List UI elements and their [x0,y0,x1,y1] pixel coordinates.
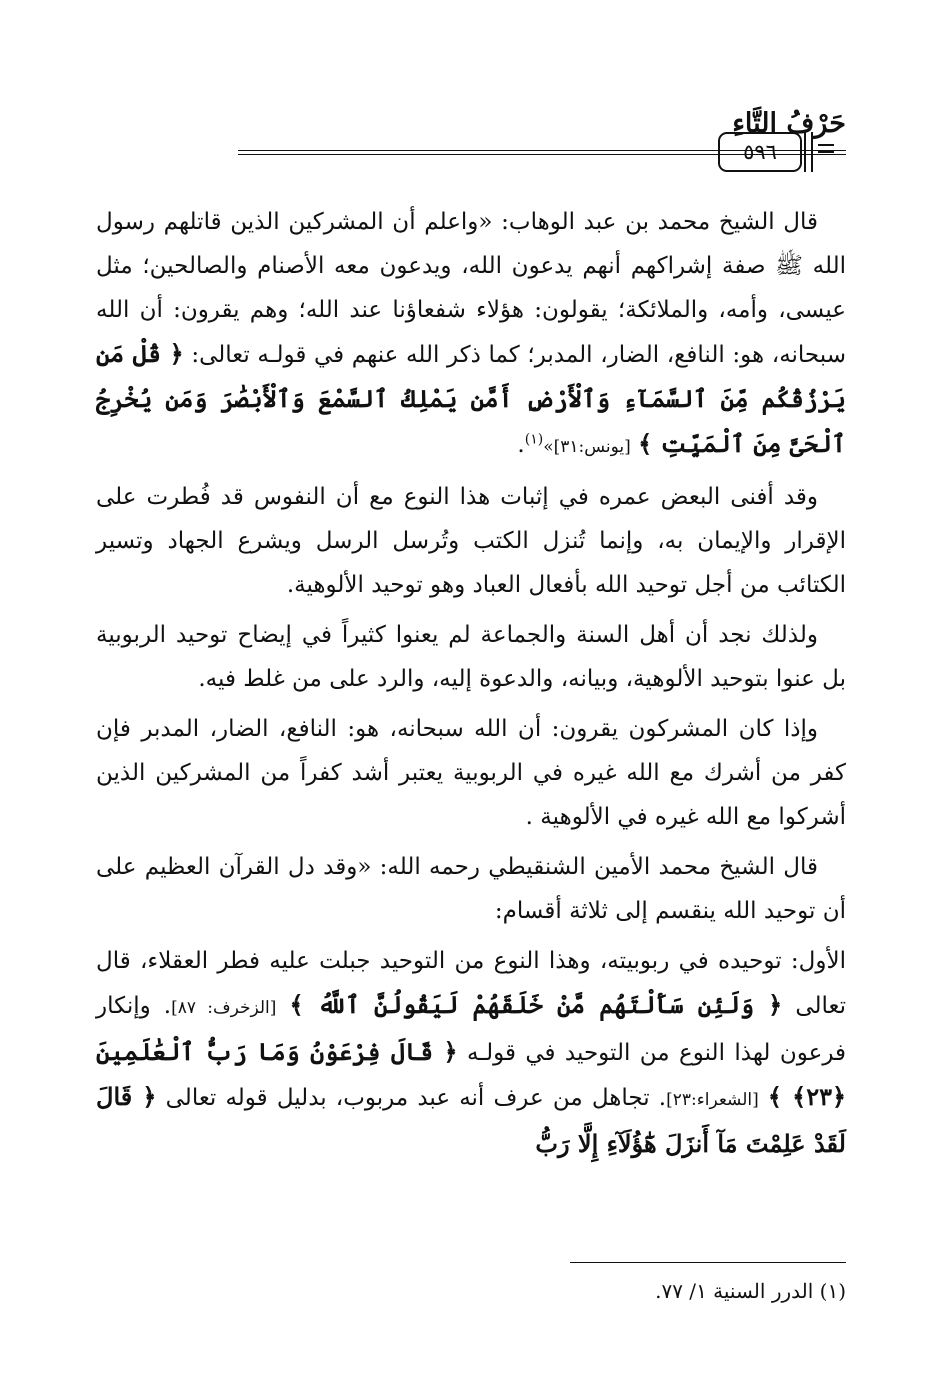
verse-reference: [الزخرف: ٨٧] [171,998,277,1018]
header-dash [818,144,834,153]
verse-reference: [الشعراء:٢٣] [666,1090,759,1110]
paragraph-tail: . [517,432,525,458]
paragraph-mushrikun: وإذا كان المشركون يقرون: أن الله سبحانه، هو: النافع، الضار، المدبر فإن كفر من أشرك مع الله غيره في الربوبية يعتبر أشد كفراً من المشركين الذين أشركوا مع الله غيره في الألوهية . [96,716,846,830]
footnote-marker: (١) [524,431,544,448]
page-number-ornament [804,132,813,172]
page-number: ٥٩٦ [718,132,802,172]
paragraph-text: الأول: توحيده في ربوبيته، وهذا النوع من التوحيد جبلت عليه فطر العقلاء، قال تعالى [96,948,847,1019]
verse-reference: [يونس:٣١]» [543,437,631,457]
footnote: (١) الدرر السنية ١/ ٧٧. [655,1279,846,1303]
quran-verse: ﴿ قُلْ مَن يَرْزُقُكُم مِّنَ ٱلسَّمَآءِ وَٱلْأَرْضِ أَمَّن يَمْلِكُ ٱلسَّمْعَ وَٱلْأَبْصَٰرَ وَمَن يُخْرِجُ ٱلْحَىَّ مِنَ ٱلْمَيِّتِ ﴾ [96,339,846,458]
main-text [96,200,846,1167]
paragraph-text: . وإنكار فرعون لهذا النوع من التوحيد في قولـه [96,993,847,1066]
quran-verse: ﴿ وَلَئِن سَأَلْتَهُم مَّنْ خَلَقَهُمْ لَيَقُولُنَّ ٱللَّهُ ﴾ [289,990,783,1019]
page-header-title: حَرْفُ التَّاءِ [732,108,846,139]
paragraph-text: . تجاهل من عرف أنه عبد مربوب، بدليل قوله تعالى [165,1085,667,1111]
paragraph-first-category [96,939,846,1167]
footnote-separator [570,1262,846,1263]
paragraph-rububiyyah: وقد أفنى البعض عمره في إثبات هذا النوع مع أن النفوس قد فُطرت على الإقرار والإيمان به، وإنما تُنزل الكتب وتُرسل الرسل ويشرع الجهاد وتسير الكتائب من أجل توحيد الله بأفعال العباد وهو توحيد الألوهية. [96,484,846,598]
paragraph-shinqiti: قال الشيخ محمد الأمين الشنقيطي رحمه الله: «وقد دل القرآن العظيم على أن توحيد الله ينقسم إلى ثلاثة أقسام: [96,854,846,924]
paragraph-text: قال الشيخ محمد بن عبد الوهاب: «واعلم أن المشركين الذين قاتلهم رسول الله ﷺ صفة إشراكهم أنهم يدعون الله، ويدعون معه الأصنام والصالحين؛ مثل عيسى، وأمه، والملائكة؛ يقولون: هؤلاء شفعاؤنا عند الله؛ وهم يقرون: أن الله سبحانه، هو: النافع، الضار، المدبر؛ كما ذكر الله عنهم في قولـه تعالى: [96,209,846,368]
quran-verse: ﴿ قَالَ فِرْعَوْنُ وَمَا رَبُّ ٱلْعَٰلَمِينَ ﴿٢٣﴾ ﴾ [96,1037,847,1111]
paragraph-wahhab-quote [96,200,846,469]
quran-verse: ﴿ قَالَ لَقَدْ عَلِمْتَ مَآ أَنزَلَ هَٰٓؤُلَآءِ إِلَّا رَبُّ [96,1082,846,1158]
paragraph-ahl-sunnah: ولذلك نجد أن أهل السنة والجماعة لم يعنوا كثيراً في إيضاح توحيد الربوبية بل عنوا بتوحيد الألوهية، وبيانه، والدعوة إليه، والرد على من غلط فيه. [96,622,846,692]
